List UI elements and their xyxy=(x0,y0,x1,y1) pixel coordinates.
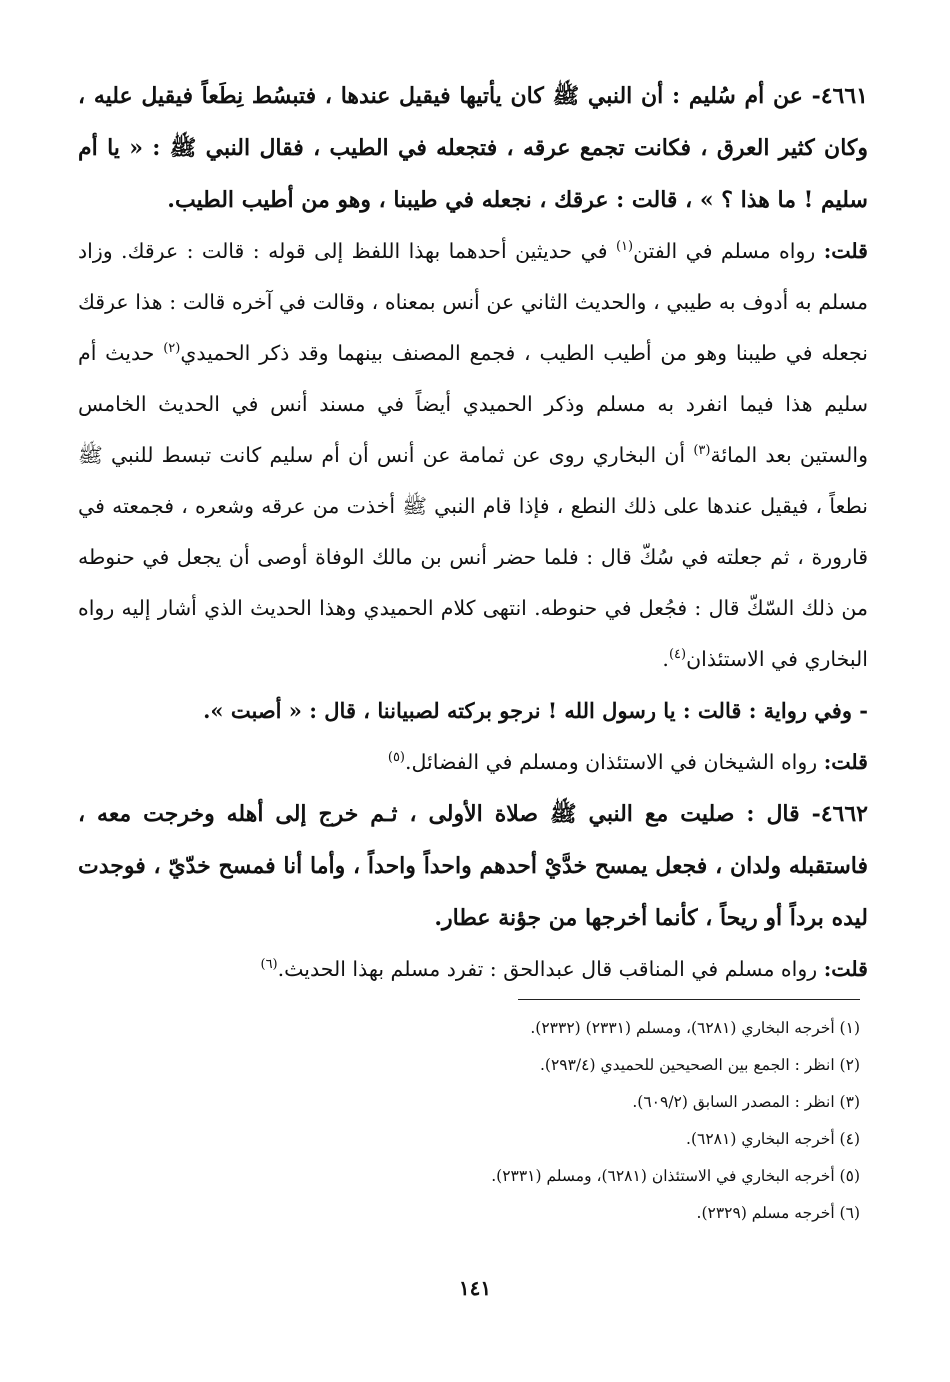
riwaya-line: - وفي رواية : قالت : يا رسول الله ! نرجو بركته لصبياننا ، قال : « أصبت ». xyxy=(203,698,868,723)
hadith-4662 xyxy=(78,788,868,944)
hadith-number: ٤٦٦١- xyxy=(811,83,868,109)
footnote-ref[interactable]: (٥) xyxy=(387,750,405,766)
footnote-ref[interactable]: (٤) xyxy=(668,647,687,663)
footnote: (٣) انظر : المصدر السابق (٦٠٩/٢). xyxy=(632,1093,860,1111)
commentary-text: رواه مسلم في الفتن xyxy=(633,239,824,263)
commentary-text: رواه الشيخان في الاستئذان ومسلم في الفضائل. xyxy=(405,750,824,774)
commentary-label: قلت: xyxy=(823,239,868,263)
hadith-text: عن أم سُليم : أن النبي ﷺ كان يأتيها فيقيل عندها ، فتبسُط نِطَعاً فيقيل عليه ، وكان كثير العرق ، فكانت تجمع عرقه ، فتجعله في الطيب ، فقال النبي ﷺ : « يا أم سليم ! ما هذا ؟ » ، قالت : عرقك ، نجعله في طيبنا ، وهو من أطيب الطيب. xyxy=(78,83,868,213)
commentary-text: في حديثين أحدهما بهذا اللفظ إلى قوله : قالت : عرقك. وزاد مسلم به أدوف به طيبي ، والحديث الثاني عن أنس بمعناه ، وقالت في آخره قالت : هذا عرقك نجعله في طيبنا وهو من أطيب الطيب ، فجمع المصنف بينهما وقد ذكر الحميدي xyxy=(78,239,868,365)
footnote-ref[interactable]: (٢) xyxy=(163,341,181,357)
footnote: (٢) انظر : الجمع بين الصحيحين للحميدي (٢٩٣/٤). xyxy=(539,1056,860,1074)
commentary-paragraph xyxy=(78,737,868,788)
hadith-text: قال : صليت مع النبي ﷺ صلاة الأولى ، ثـم خرج إلى أهله وخرجت معه ، فاستقبله ولدان ، فجعل يمسح خدَّيْ أحدهم واحداً واحداً ، وأما أنا فمسح خدّيّ ، فوجدت ليده برداً أو ريحاً ، كأنما أخرجها من جؤنة عطار. xyxy=(78,801,868,931)
commentary-label: قلت: xyxy=(823,750,868,774)
page-number: ١٤١ xyxy=(458,1276,492,1300)
footnote-ref[interactable]: (٣) xyxy=(693,443,711,459)
commentary-text: أن البخاري روى عن ثمامة عن أنس أن أم سليم كانت تبسط للنبي ﷺ نطعاً ، فيقيل عندها على ذلك النطع ، فإذا قام النبي ﷺ أخذت من عرقه وشعره ، فجمعته في قارورة ، ثم جعلته في سُكّ قال : فلما حضر أنس بن مالك الوفاة أوصى أن يجعل في حنوطه من ذلك السّكّ قال : فجُعل في حنوطه. انتهى كلام الحميدي وهذا الحديث الذي أشار إليه رواه البخاري في الاستئذان xyxy=(78,443,868,671)
footnote: (٤) أخرجه البخاري (٦٢٨١). xyxy=(686,1130,860,1148)
footnote: (١) أخرجه البخاري (٦٢٨١)، ومسلم (٢٣٣١) (٢٣٣٢). xyxy=(530,1019,860,1037)
hadith-4661 xyxy=(78,70,868,226)
footnote-divider xyxy=(518,999,860,1000)
footnote-ref[interactable]: (٦) xyxy=(260,957,278,973)
hadith-number: ٤٦٦٢- xyxy=(811,801,868,827)
commentary-text: حديث أم سليم هذا فيما انفرد به مسلم وذكر الحميدي أيضاً في مسند أنس في الحديث الخامس والستين بعد المائة xyxy=(78,341,869,467)
commentary-text: رواه مسلم في المناقب قال عبدالحق : تفرد مسلم بهذا الحديث. xyxy=(277,957,824,981)
footnote: (٥) أخرجه البخاري في الاستئذان (٦٢٨١)، ومسلم (٢٣٣١). xyxy=(491,1167,860,1185)
commentary-paragraph xyxy=(78,944,868,995)
footnote-ref[interactable]: (١) xyxy=(615,239,634,255)
page-body xyxy=(78,70,868,995)
footnotes-list xyxy=(80,1010,860,1232)
commentary-label: قلت: xyxy=(823,957,868,981)
commentary-text: . xyxy=(662,647,669,671)
commentary-paragraph xyxy=(78,226,868,685)
footnote: (٦) أخرجه مسلم (٢٣٢٩). xyxy=(696,1204,860,1222)
